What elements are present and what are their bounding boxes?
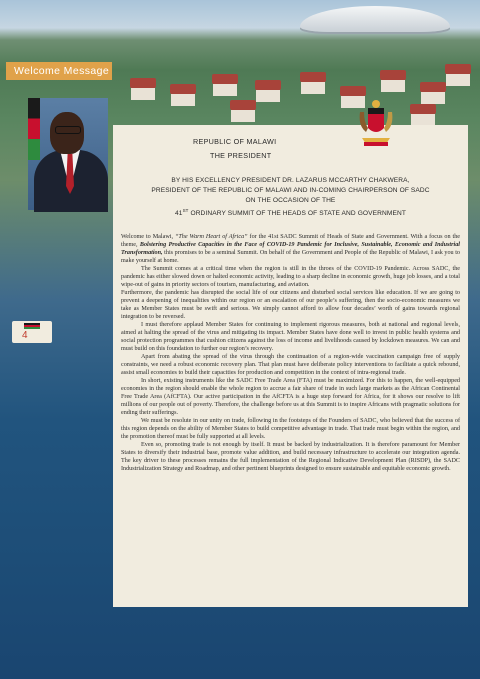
header-republic: REPUBLIC OF MALAWI (193, 137, 277, 146)
paragraph-7: We must be resolute in our unity on trade, following in the footsteps of the Founders of SADC, who believed that the success of this region depends on the ability of Member States to build competitive advantage in trade. That trade must begin within the region, and the promotion thereof must be fully supported at all levels. (121, 418, 460, 441)
coat-of-arms-icon (356, 98, 396, 152)
title-line-1: BY HIS EXCELLENCY PRESIDENT DR. LAZARUS MCCARTHY CHAKWERA, (171, 177, 410, 184)
page-number: 4 (22, 330, 28, 341)
title-line-3: ON THE OCCASION OF THE (245, 197, 336, 204)
title-line-4: 41ST ORDINARY SUMMIT OF THE HEADS OF STATE AND GOVERNMENT (175, 208, 406, 218)
paragraph-3: Furthermore, the pandemic has disrupted the social life of our citizens and disturbed social services like education. If we are going to prevent a deepening of inequalities within our region or an escalation of our people’s suffering, then the socio-economic measures we take as Member States must be swift and serious. We simply cannot afford to allow four decades’ worth of gains towards regional integration to be reversed. (121, 290, 460, 321)
page-number-tab (12, 321, 52, 343)
address-titles (113, 176, 468, 219)
paragraph-5: Apart from abating the spread of the virus through the continuation of a region-wide vaccination campaign free of supply constraints, we need a robust economic recovery plan. That plan must have deliberate policy interventions to facilitate a quick rebound, assist small economies to build their capacities for production and competition in the context of intra-regional trade. (121, 354, 460, 377)
header-president: THE PRESIDENT (210, 151, 272, 160)
paragraph-4: I must therefore applaud Member States for continuing to implement rigorous measures, both at national and regional levels, aimed at halting the spread of the virus and mitigating its impact. Member States have done well to invest in public health systems and social protection programmes that cushion citizens against the loss of income and livelihoods caused by lockdown measures. We can and must build on this foundation to further our region’s recovery. (121, 322, 460, 353)
title-line-2: PRESIDENT OF THE REPUBLIC OF MALAWI AND IN-COMING CHAIRPERSON OF SADC (151, 187, 430, 194)
welcome-message-banner: Welcome Message (6, 62, 112, 80)
message-panel (113, 125, 468, 607)
message-body (121, 233, 460, 473)
paragraph-1: Welcome to Malawi, “The Warm Heart of Africa” for the 41st SADC Summit of Heads of State and Government. With a focus on the theme, Bolstering Productive Capacities in the Face of COVID-19 Pandemic for Inclusive, Sustainable, Economic and Industrial Transformation, this promises to be a seminal Summit. On behalf of the Government and People of the Republic of Malawi, I ask you to make yourself at home. (121, 234, 460, 265)
paragraph-8: Even so, promoting trade is not enough by itself. It must be backed by industrialization. It is therefore paramount for Member States to diversify their industrial base, promote value addition, and build necessary infrastructure to accelerate our integration agenda. The key driver to these processes remains the full implementation of the Regional Indicative Development Plan (RISDP), the SADC Industrialization Strategy and Roadmap, and other pertinent blueprints designed to ensure sustainable and equitable economic growth. (121, 442, 460, 473)
paragraph-6: In short, existing instruments like the SADC Free Trade Area (FTA) must be maximized. For this to happen, the well-equipped economies in the region should enable the whole region to accrue a fair share of trade in such large markets as the African Continental Free Trade Area (AfCFTA). Our active participation in the AfCFTA is a huge step forward for Africa, for it shows our resolve to lift millions of our people out of poverty. Therefore, the challenge before us at this Summit is to inspire Africans with pragmatic solutions for ending their sufferings. (121, 378, 460, 417)
paragraph-2: The Summit comes at a critical time when the region is still in the throes of the COVID-19 Pandemic. Across SADC, the pandemic has either slowed down or halted economic activity, leading to a sharp decline in economic growth, huge job losses, and a total wipe-out of gains in priority sectors of tourism, manufacturing, and aviation. (121, 266, 460, 289)
malawi-flag-icon (24, 323, 40, 329)
